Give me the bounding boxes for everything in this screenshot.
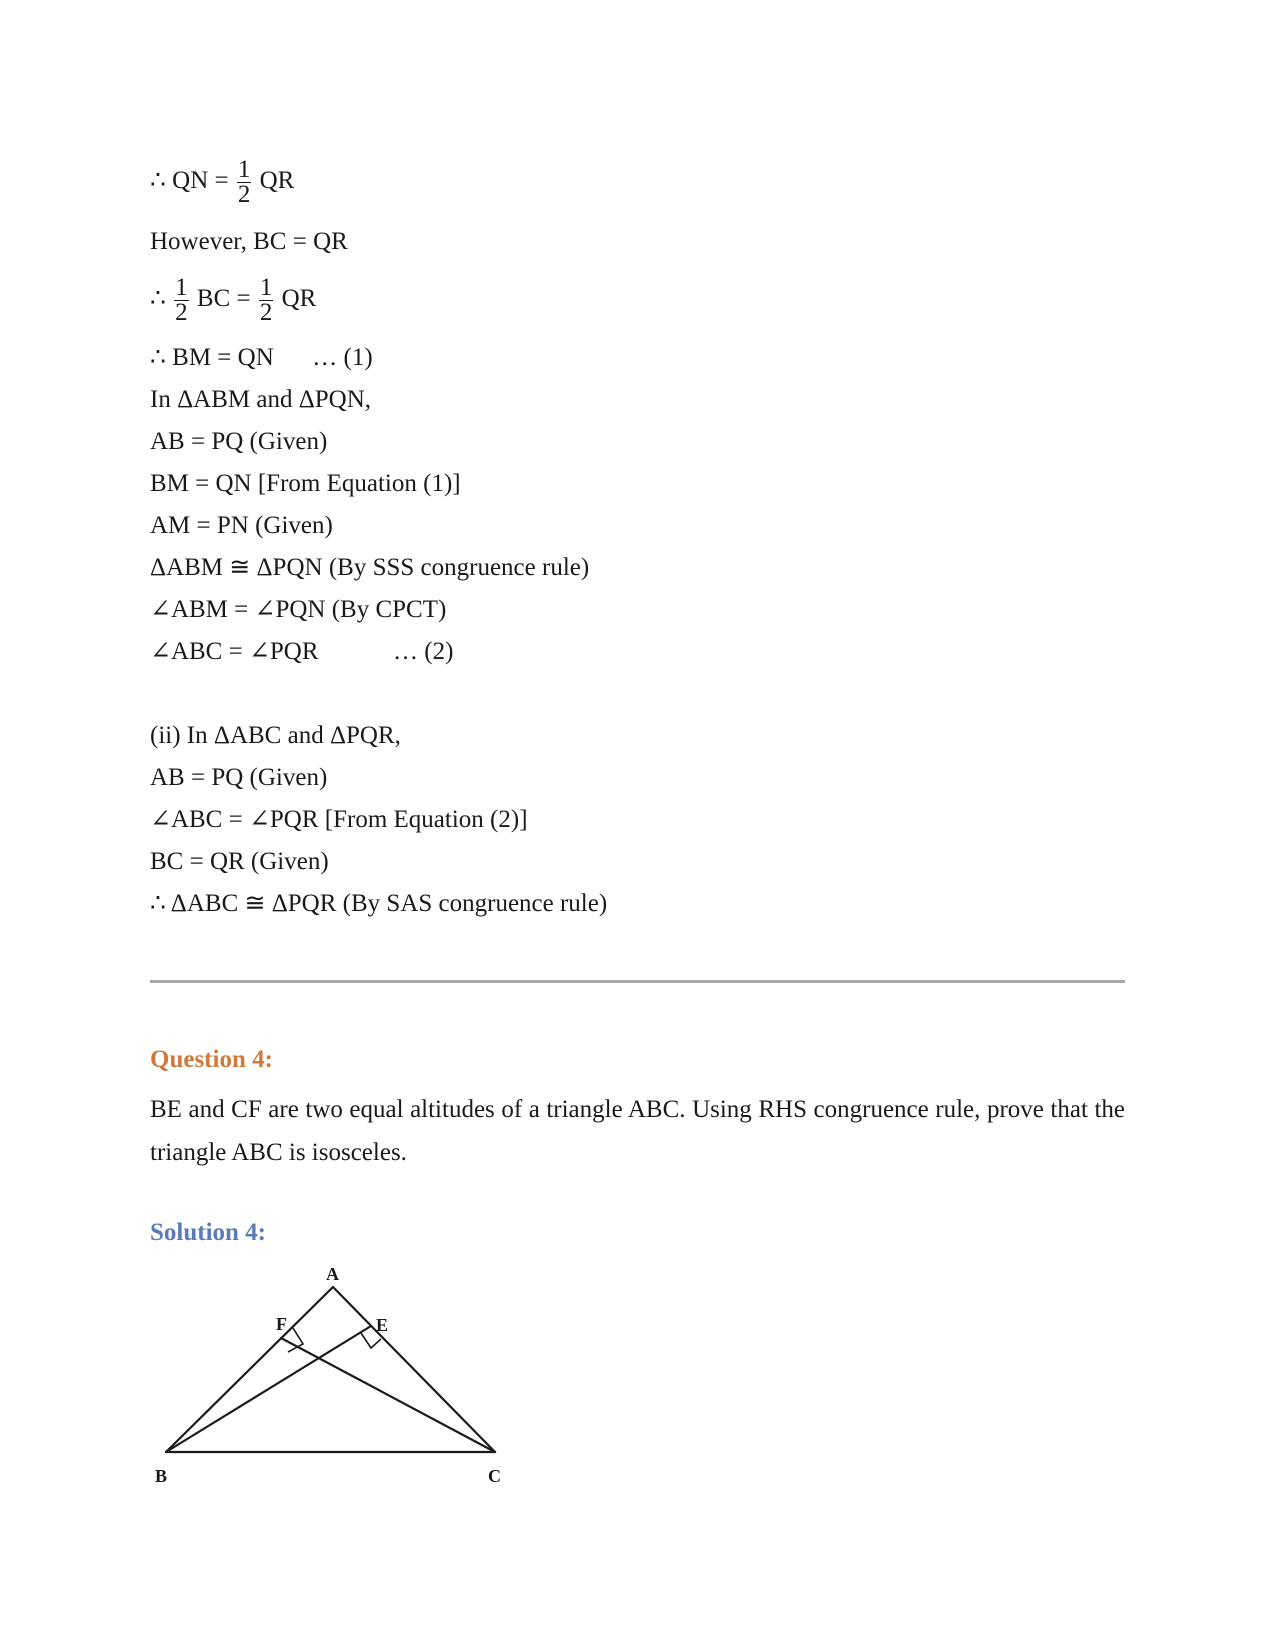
- line-in-abm-pqn: In ΔABM and ΔPQN,: [150, 386, 372, 413]
- bc-equals: BC =: [196, 285, 251, 312]
- line-half-bc-half-qr: [150, 268, 316, 330]
- line-bm-equals-qn: [150, 343, 373, 373]
- label-f: F: [276, 1314, 287, 1334]
- fraction-numerator: 1: [259, 273, 273, 301]
- line-bm-qn-eq1: BM = QN [From Equation (1)]: [150, 470, 461, 497]
- side-ab: [166, 1287, 333, 1452]
- line-angle-eq2: ∠ABC = ∠PQR [From Equation (2)]: [150, 806, 528, 833]
- label-b: B: [155, 1466, 168, 1485]
- question-text: BE and CF are two equal altitudes of a triangle ABC. Using RHS congruence rule, prove that the triangle ABC is isosceles.: [150, 1096, 1125, 1166]
- label-a: A: [326, 1264, 339, 1284]
- triangle-figure: [140, 1255, 510, 1485]
- fraction-half-bc: [174, 273, 189, 326]
- line-sas-congruence: ∴ ΔABC ≅ ΔPQR (By SAS congruence rule): [150, 890, 608, 917]
- line-am-pn-given: AM = PN (Given): [150, 512, 333, 539]
- altitude-be: [166, 1326, 371, 1452]
- angle-abc-equals-pqr: ∠ABC = ∠PQR: [150, 638, 319, 665]
- equation-2-tag: … (2): [393, 638, 454, 665]
- line-part-ii: (ii) In ΔABC and ΔPQR,: [150, 722, 401, 749]
- line-qn-half-qr: [150, 150, 294, 212]
- label-e: E: [376, 1315, 389, 1335]
- line-ab-pq-given: AB = PQ (Given): [150, 428, 328, 455]
- altitude-cf: [281, 1338, 495, 1452]
- side-ac: [333, 1287, 495, 1452]
- line-cpct: ∠ABM = ∠PQN (By CPCT): [150, 596, 447, 623]
- fraction-numerator: 1: [237, 155, 251, 183]
- therefore-qn: ∴ QN =: [150, 167, 229, 194]
- line-bc-equals-qr: However, BC = QR: [150, 228, 348, 255]
- line-bc-qr-given: BC = QR (Given): [150, 848, 329, 875]
- question-heading: Question 4:: [150, 1046, 273, 1073]
- fraction-half: [237, 155, 252, 208]
- qr-text: QR: [281, 285, 317, 312]
- fraction-denominator: 2: [237, 180, 251, 208]
- line-ab-pq-given-2: AB = PQ (Given): [150, 764, 328, 791]
- section-divider: [150, 980, 1125, 983]
- fraction-half-qr: [259, 273, 274, 326]
- fraction-denominator: 2: [175, 298, 188, 326]
- solution-heading: Solution 4:: [150, 1219, 267, 1246]
- fraction-numerator: 1: [175, 273, 188, 301]
- therefore-symbol: ∴: [150, 285, 166, 312]
- equation-1-tag: … (1): [312, 344, 373, 371]
- label-c: C: [488, 1466, 501, 1485]
- bm-equals-qn: ∴ BM = QN: [150, 344, 274, 371]
- line-sss-congruence: ΔABM ≅ ΔPQN (By SSS congruence rule): [150, 554, 590, 581]
- fraction-denominator: 2: [259, 298, 273, 326]
- line-angle-abc-pqr: [150, 637, 453, 667]
- right-angle-mark-e: [361, 1333, 381, 1348]
- qr-text: QR: [259, 167, 295, 194]
